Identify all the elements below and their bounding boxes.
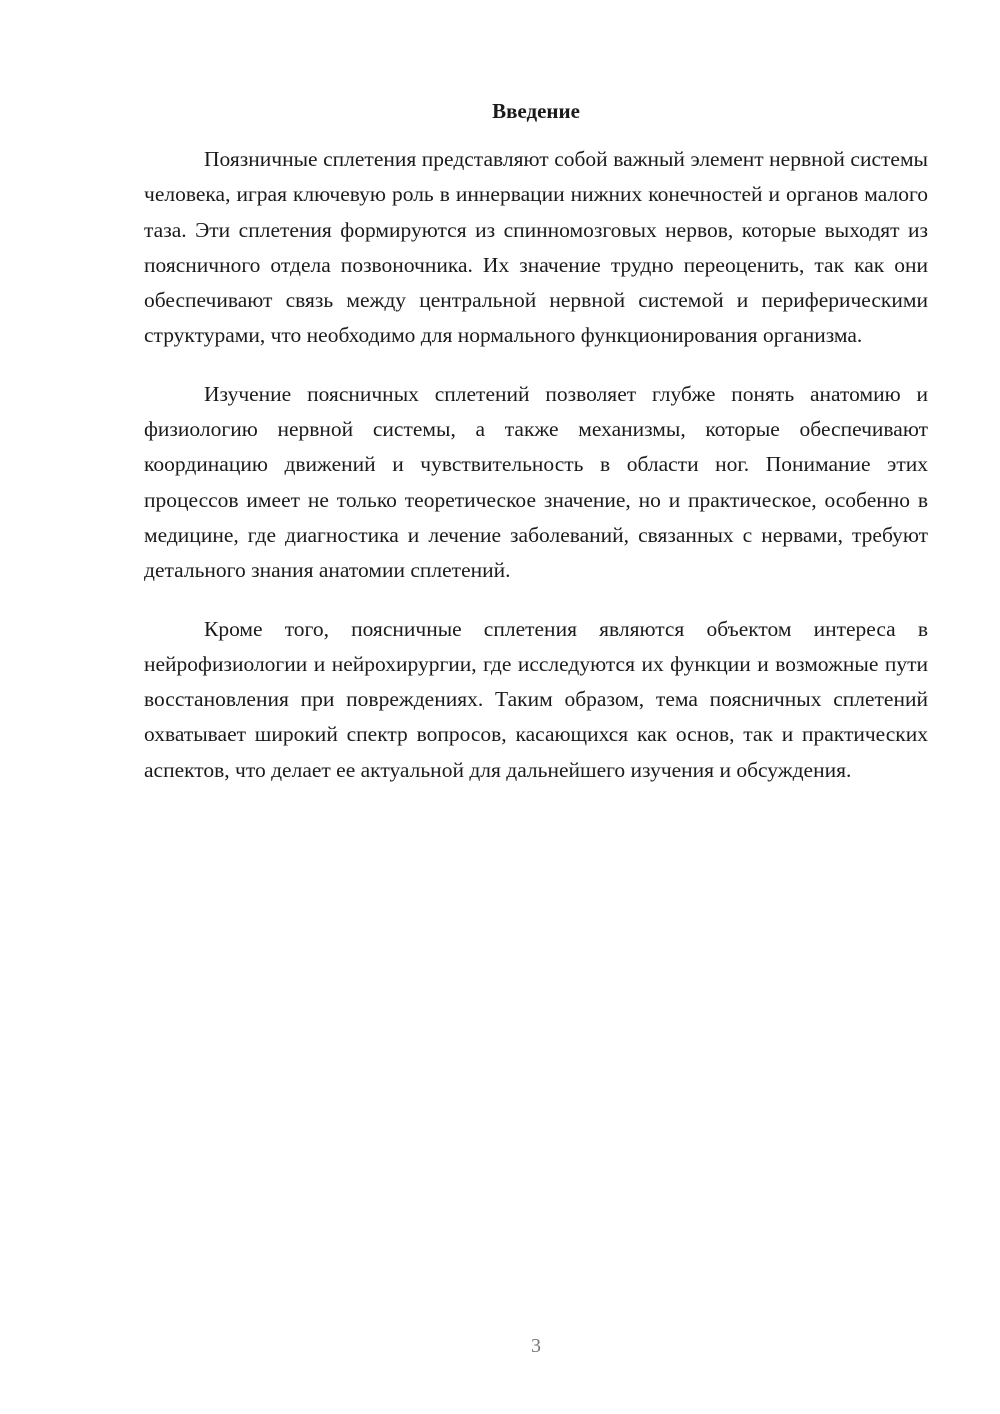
page-number: 3 xyxy=(531,1335,541,1357)
document-page xyxy=(144,0,928,1414)
paragraph-2: Изучение поясничных сплетений позволяет глубже понять анатомию и физиологию нервной системы, а также механизмы, которые обеспечивают координацию движений и чувствительность в области ног. Понимание этих процессов имеет не только теоретическое значение, но и практическое, особенно в медицине, где диагностика и лечение заболеваний, связанных с нервами, требуют детального знания анатомии сплетений. xyxy=(144,381,928,583)
section-heading: Введение xyxy=(492,99,580,123)
paragraph-3: Кроме того, поясничные сплетения являются объектом интереса в нейрофизиологии и нейрохирургии, где исследуются их функции и возможные пути восстановления при повреждениях. Таким образом, тема поясничных сплетений охватывает широкий спектр вопросов, касающихся как основ, так и практических аспектов, что делает ее актуальной для дальнейшего изучения и обсуждения. xyxy=(144,616,928,782)
paragraph-1: Поязничные сплетения представляют собой важный элемент нервной системы человека, играя ключевую роль в иннервации нижних конечностей и органов малого таза. Эти сплетения формируются из спинномозговых нервов, которые выходят из поясничного отдела позвоночника. Их значение трудно переоценить, так как они обеспечивают связь между центральной нервной системой и периферическими структурами, что необходимо для нормального функционирования организма. xyxy=(144,147,928,348)
body-text xyxy=(144,142,928,811)
